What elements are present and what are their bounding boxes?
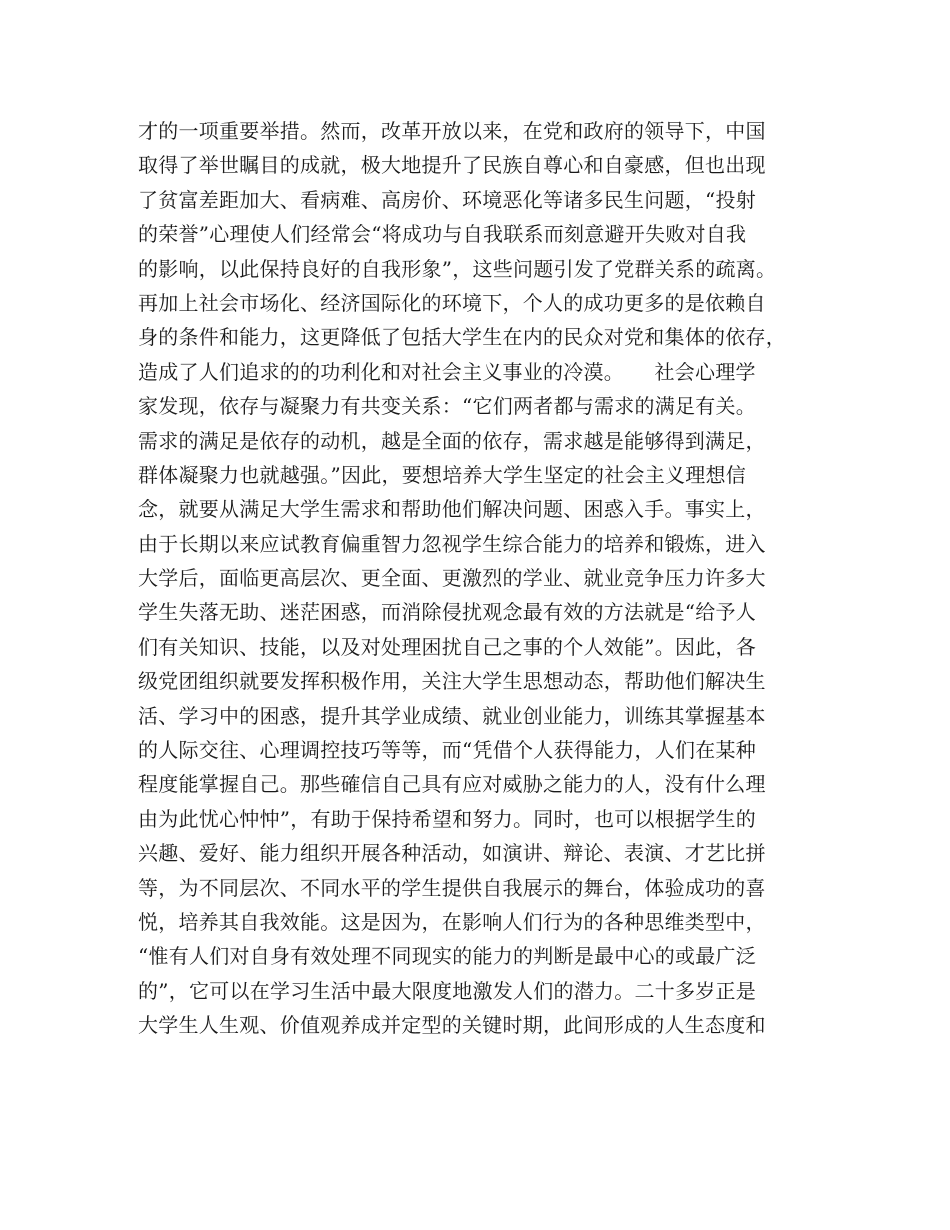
text-line: 的荣誉”心理使人们经常会“将成功与自我联系而刻意避开失败对自我 xyxy=(138,222,747,247)
text-line: 取得了举世瞩目的成就，极大地提升了民族自尊心和自豪感，但也出现 xyxy=(138,153,766,178)
text-line: 了贫富差距加大、看病难、高房价、环境恶化等诸多民生问题，“投射 xyxy=(138,187,756,212)
body-text xyxy=(138,114,818,1043)
text-line: 兴趣、爱好、能力组织开展各种活动，如演讲、辩论、表演、才艺比拼 xyxy=(138,841,766,866)
text-line: 家发现，依存与凝聚力有共变关系：“它们两者都与需求的满足有关。 xyxy=(138,394,756,419)
text-line: 需求的满足是依存的动机，越是全面的依存，需求越是能够得到满足， xyxy=(138,428,766,453)
text-line: 程度能掌握自己。那些確信自己具有应对威胁之能力的人，没有什么理 xyxy=(138,772,766,797)
text-line: 由于长期以来应试教育偏重智力忽视学生综合能力的培养和锻炼，进入 xyxy=(138,531,766,556)
text-line: 才的一项重要举措。然而，改革开放以来，在党和政府的领导下，中国 xyxy=(138,119,766,143)
text-line: 念，就要从满足大学生需求和帮助他们解决问题、困惑入手。事实上， xyxy=(138,497,766,522)
text-line: 的人际交往、心理调控技巧等等，而“凭借个人获得能力，人们在某种 xyxy=(138,738,756,763)
text-line: 大学后，面临更高层次、更全面、更激烈的学业、就业竞争压力许多大 xyxy=(138,566,766,591)
text-line: 由为此忧心忡忡”，有助于保持希望和努力。同时，也可以根据学生的 xyxy=(138,806,756,831)
text-line: “惟有人们对自身有效处理不同现实的能力的判断是最中心的或最广泛 xyxy=(138,944,756,969)
text-line: 的影响，以此保持良好的自我形象”，这些问题引发了党群关系的疏离。 xyxy=(138,256,777,281)
text-line: 大学生人生观、价值观养成并定型的关键时期，此间形成的人生态度和 xyxy=(138,1013,766,1038)
text-line: 身的条件和能力，这更降低了包括大学生在内的民众对党和集体的依存， xyxy=(138,325,786,350)
text-line: 学生失落无助、迷茫困惑，而消除侵扰观念最有效的方法就是“给予人 xyxy=(138,600,756,625)
text-line: 造成了人们追求的的功利化和对社会主义事业的冷漠。 社会心理学 xyxy=(138,359,756,384)
text-line: 群体凝聚力也就越强。”因此，要想培养大学生坚定的社会主义理想信 xyxy=(138,462,746,487)
text-line: 悦，培养其自我效能。这是因为，在影响人们行为的各种思维类型中， xyxy=(138,909,766,934)
text-line: 们有关知识、技能，以及对处理困扰自己之事的个人效能”。因此，各 xyxy=(138,634,756,659)
text-line: 的”，它可以在学习生活中最大限度地激发人们的潜力。二十多岁正是 xyxy=(138,978,756,1003)
text-line: 活、学习中的困惑，提升其学业成绩、就业创业能力，训练其掌握基本 xyxy=(138,703,766,728)
text-line: 再加上社会市场化、经济国际化的环境下，个人的成功更多的是依赖自 xyxy=(138,290,766,315)
text-line: 等，为不同层次、不同水平的学生提供自我展示的舞台，体验成功的喜 xyxy=(138,875,766,900)
text-line: 级党团组织就要发挥积极作用，关注大学生思想动态，帮助他们解决生 xyxy=(138,669,766,694)
